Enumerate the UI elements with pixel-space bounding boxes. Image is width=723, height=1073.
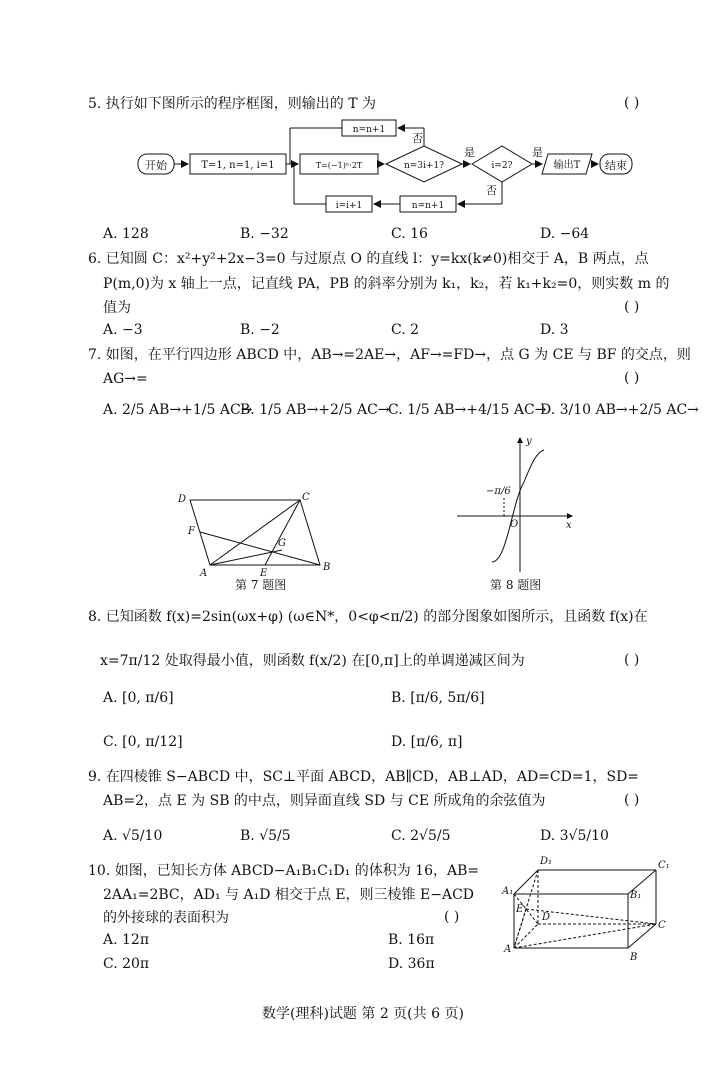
q6-option-d: D. 3 — [540, 322, 569, 338]
q8-figure-caption: 第 8 题图 — [490, 578, 542, 592]
q10-figure — [500, 852, 680, 968]
flow-i-inc-label: i=i+1 — [335, 201, 363, 211]
q7-label-g: G — [278, 538, 286, 549]
q7-line1: 7. 如图，在平行四边形 ABCD 中，AB→=2AE→，AF→=FD→，点 G 为 CE 与 BF 的交点，则 — [88, 347, 691, 363]
q10-option-b: B. 16π — [388, 932, 435, 948]
q8-label-y: y — [526, 436, 532, 447]
q8-label-x: x — [566, 520, 572, 531]
q5-flowchart — [130, 118, 640, 218]
q9-answer-paren: ( ) — [624, 792, 640, 808]
q7-label-c: C — [302, 492, 310, 503]
q5-option-a: A. 128 — [103, 226, 149, 242]
q7-option-a: A. 2/5 AB→+1/5 AC→ — [103, 402, 253, 418]
flow-n-inc-label: n=n+1 — [352, 125, 386, 135]
q9-option-a: A. √5/10 — [103, 828, 163, 844]
q8-line2: x=7π/12 处取得最小值，则函数 f(x/2) 在[0,π]上的单调递减区间为 — [100, 653, 525, 669]
q10-option-d: D. 36π — [388, 956, 435, 972]
q7-option-b: B. 1/5 AB→+2/5 AC→ — [240, 402, 390, 418]
flow-n-inc2-label: n=n+1 — [411, 201, 445, 211]
flow-yes1-label: 是 — [464, 146, 475, 159]
q9-line1: 9. 在四棱锥 S−ABCD 中，SC⊥平面 ABCD，AB∥CD，AB⊥AD，AD=CD=1，SD= — [88, 769, 640, 785]
q6-line1: 6. 已知圆 C：x²+y²+2x−3=0 与过原点 O 的直线 l：y=kx(k≠0)相交于 A，B 两点，点 — [88, 251, 649, 267]
q9-option-d: D. 3√5/10 — [540, 828, 609, 844]
flow-cond2-label: i=2? — [491, 161, 513, 171]
q5-option-b: B. −32 — [240, 226, 289, 242]
q10-label-b: B — [630, 952, 638, 963]
q10-line3: 的外接球的表面积为 — [103, 910, 229, 926]
q10-option-c: C. 20π — [103, 956, 150, 972]
flow-cond1-label: n=3i+1? — [403, 161, 445, 171]
q6-option-b: B. −2 — [240, 322, 280, 338]
q8-option-b: B. [π/6, 5π/6] — [391, 690, 485, 706]
q10-label-b1: B₁ — [630, 890, 642, 901]
q10-line1: 10. 如图，已知长方体 ABCD−A₁B₁C₁D₁ 的体积为 16，AB= — [88, 863, 480, 879]
q9-option-c: C. 2√5/5 — [391, 828, 451, 844]
q7-option-d: D. 3/10 AB→+2/5 AC→ — [540, 402, 699, 418]
q7-label-d: D — [178, 494, 187, 505]
q7-line-fb — [200, 532, 320, 565]
q10-label-d: D — [542, 912, 551, 923]
q7-option-c: C. 1/5 AB→+4/15 AC→ — [388, 402, 547, 418]
q8-option-a: A. [0, π/6] — [103, 690, 174, 706]
q7-label-e: E — [260, 568, 268, 579]
q5-option-c: C. 16 — [391, 226, 428, 242]
flow-output-label: 输出T — [553, 160, 581, 171]
q8-label-o: O — [510, 519, 519, 530]
flow-end-label: 结束 — [605, 159, 627, 172]
q9-option-b: B. √5/5 — [240, 828, 291, 844]
q10-label-c: C — [658, 920, 666, 931]
flow-assign-label: T=(−1)ⁿ·2T — [315, 161, 363, 170]
q7-label-b: B — [323, 562, 331, 573]
q8-figure — [452, 432, 582, 582]
q6-option-c: C. 2 — [391, 322, 420, 338]
q6-answer-paren: ( ) — [624, 299, 640, 315]
q8-option-c: C. [0, π/12] — [103, 734, 183, 750]
flow-no1-label: 否 — [412, 132, 423, 145]
flow-init-label: T=1, n=1, i=1 — [201, 160, 275, 171]
q10-label-e: E — [516, 904, 524, 915]
q7-label-a: A — [200, 568, 208, 579]
flow-no2-label: 否 — [486, 184, 497, 197]
q7-figure — [170, 490, 350, 590]
q5-stem: 5. 执行如下图所示的程序框图，则输出的 T 为 — [88, 96, 377, 112]
q10-label-a1: A₁ — [502, 886, 514, 897]
q7-line-ec — [265, 500, 300, 565]
q10-label-c1: C₁ — [658, 860, 670, 871]
q7-line2: AG→= — [103, 371, 148, 387]
flow-yes2-label: 是 — [532, 146, 543, 159]
q10-option-a: A. 12π — [103, 932, 150, 948]
flow-start-label: 开始 — [145, 159, 167, 172]
q5-answer-paren: ( ) — [624, 95, 640, 111]
q8-line1: 8. 已知函数 f(x)=2sin(ωx+φ) (ω∈N*，0<φ<π/2) 的部分图象如图所示，且函数 f(x)在 — [88, 609, 648, 625]
q8-answer-paren: ( ) — [624, 652, 640, 668]
q8-label-mark: −π/6 — [486, 486, 511, 497]
q7-figure-caption: 第 7 题图 — [235, 578, 287, 592]
q10-label-a: A — [504, 944, 512, 955]
q10-label-d1: D₁ — [540, 856, 553, 867]
q6-option-a: A. −3 — [103, 322, 143, 338]
q6-line2: P(m,0)为 x 轴上一点，记直线 PA，PB 的斜率分别为 k₁，k₂，若 k₁+k₂=0，则实数 m 的 — [103, 276, 670, 292]
page-footer: 数学(理科)试题 第 2 页(共 6 页) — [262, 1006, 464, 1022]
q8-curve — [492, 450, 544, 562]
q7-label-f: F — [188, 526, 195, 537]
q9-line2: AB=2，点 E 为 SB 的中点，则异面直线 SD 与 CE 所成角的余弦值为 — [103, 793, 546, 809]
q10-line2: 2AA₁=2BC，AD₁ 与 A₁D 相交于点 E，则三棱锥 E−ACD — [103, 887, 474, 903]
q8-option-d: D. [π/6, π] — [391, 734, 463, 750]
q10-answer-paren: ( ) — [444, 909, 460, 925]
q6-line3: 值为 — [103, 300, 131, 316]
q5-option-d: D. −64 — [540, 226, 590, 242]
q7-answer-paren: ( ) — [624, 370, 640, 386]
